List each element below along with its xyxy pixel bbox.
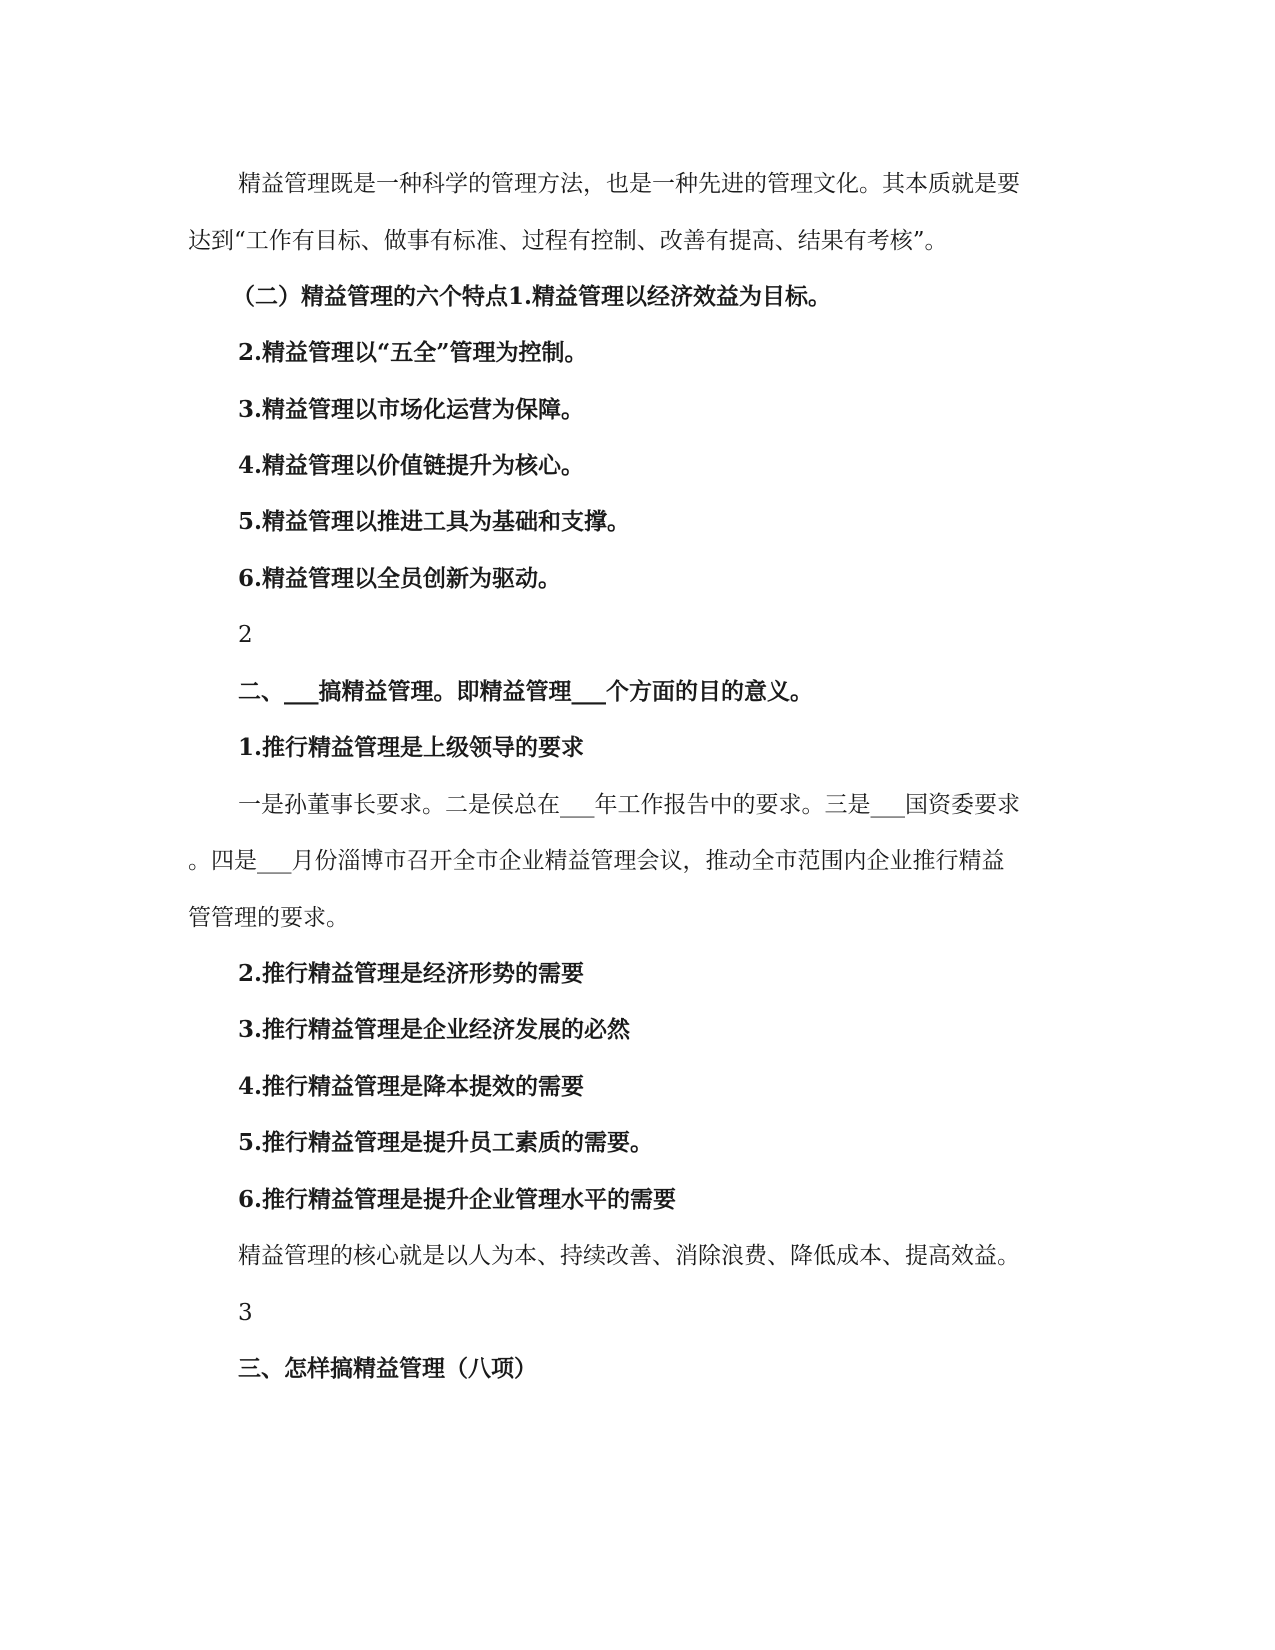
list-item: 4.精益管理以价值链提升为核心。 xyxy=(238,452,585,479)
subsection-heading: 3.推行精益管理是企业经济发展的必然 xyxy=(238,1016,631,1043)
subsection-heading: 2.推行精益管理是经济形势的需要 xyxy=(238,960,585,987)
page-marker: 2 xyxy=(238,622,253,648)
paragraph-line: 一是孙董事长要求。二是侯总在___年工作报告中的要求。三是___国资委要求 xyxy=(238,792,1020,818)
section-heading: 二、___搞精益管理。即精益管理___个方面的目的意义。 xyxy=(238,678,813,705)
list-item: 3.精益管理以市场化运营为保障。 xyxy=(238,396,585,423)
list-item: 2.精益管理以“五全”管理为控制。 xyxy=(238,339,588,366)
page-marker: 3 xyxy=(238,1300,253,1326)
paragraph-line: 精益管理既是一种科学的管理方法，也是一种先进的管理文化。其本质就是要 xyxy=(238,171,1020,197)
section-heading: 三、怎样搞精益管理（八项） xyxy=(238,1355,537,1382)
subsection-heading: 6.推行精益管理是提升企业管理水平的需要 xyxy=(238,1186,677,1213)
list-item: 5.精益管理以推进工具为基础和支撑。 xyxy=(238,508,631,535)
paragraph-line: 。四是___月份淄博市召开全市企业精益管理会议，推动全市范围内企业推行精益 xyxy=(188,848,1005,874)
paragraph-line: 精益管理的核心就是以人为本、持续改善、消除浪费、降低成本、提高效益。 xyxy=(238,1243,1020,1269)
subsection-heading: 1.推行精益管理是上级领导的要求 xyxy=(238,734,585,761)
list-item: 6.精益管理以全员创新为驱动。 xyxy=(238,565,562,592)
subsection-heading: 4.推行精益管理是降本提效的需要 xyxy=(238,1073,585,1100)
subsection-heading: 5.推行精益管理是提升员工素质的需要。 xyxy=(238,1129,654,1156)
paragraph-line: 达到“工作有目标、做事有标准、过程有控制、改善有提高、结果有考核”。 xyxy=(188,228,948,254)
section-heading: （二）精益管理的六个特点1.精益管理以经济效益为目标。 xyxy=(232,283,832,310)
paragraph-line: 管管理的要求。 xyxy=(188,905,349,931)
